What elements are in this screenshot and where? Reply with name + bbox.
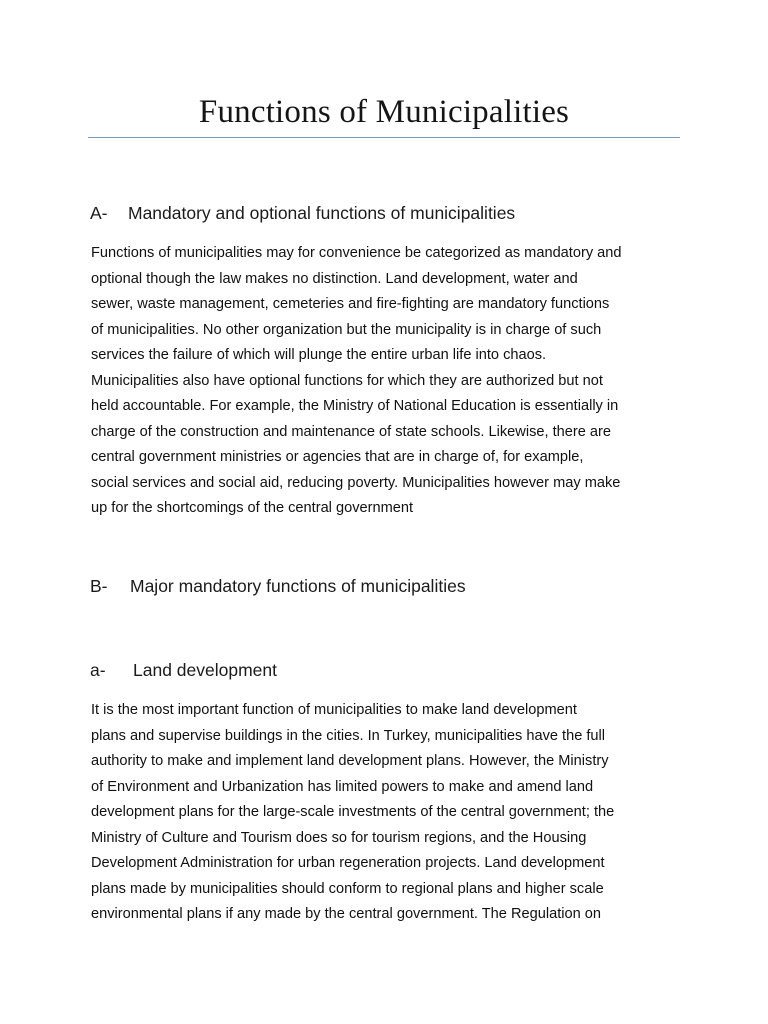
paragraph-line: central government ministries or agencies that are in charge of, for example, <box>91 449 584 465</box>
paragraph-line: of Environment and Urbanization has limited powers to make and amend land <box>91 778 594 795</box>
section-b-heading-text: Major mandatory functions of municipalities <box>130 576 466 596</box>
title-underline-divider <box>88 137 680 138</box>
paragraph-line: Ministry of Culture and Tourism does so for tourism regions, and the Housing <box>91 829 587 846</box>
paragraph-line: services the failure of which will plunge the entire urban life into chaos. <box>91 347 547 363</box>
paragraph-line: of municipalities. No other organization but the municipality is in charge of such <box>91 321 602 338</box>
paragraph-line: sewer, waste management, cemeteries and fire-fighting are mandatory functions <box>91 296 610 312</box>
paragraph-line: development plans for the large-scale investments of the central government; the <box>91 804 615 820</box>
paragraph-line: Functions of municipalities may for convenience be categorized as mandatory and <box>91 245 622 261</box>
paragraph-line: environmental plans if any made by the central government. The Regulation on <box>91 906 602 922</box>
paragraph-line: Development Administration for urban regeneration projects. Land development <box>91 855 605 871</box>
paragraph-line: authority to make and implement land development plans. However, the Ministry <box>91 753 609 769</box>
paragraph-line: plans made by municipalities should conform to regional plans and higher scale <box>91 880 604 897</box>
paragraph-line: social services and social aid, reducing poverty. Municipalities however may make <box>91 474 621 491</box>
section-b-heading <box>90 574 466 598</box>
section-a-marker: A- <box>90 203 108 223</box>
section-a-heading <box>90 201 515 225</box>
subsection-a-marker: a- <box>90 660 106 680</box>
paragraph-line: up for the shortcomings of the central government <box>91 500 414 516</box>
paragraph-line: optional though the law makes no distinction. Land development, water and <box>91 270 578 287</box>
paragraph-line: charge of the construction and maintenance of state schools. Likewise, there are <box>91 423 612 440</box>
subsection-a-heading <box>90 658 277 682</box>
document-title: Functions of Municipalities <box>198 94 570 130</box>
subsection-a-heading-text: Land development <box>133 660 277 680</box>
section-a-paragraph <box>91 241 691 522</box>
section-a-heading-text: Mandatory and optional functions of municipalities <box>128 203 516 223</box>
paragraph-line: It is the most important function of municipalities to make land development <box>91 702 577 718</box>
paragraph-line: plans and supervise buildings in the cities. In Turkey, municipalities have the full <box>91 727 606 744</box>
subsection-a-paragraph <box>91 698 691 928</box>
section-b-marker: B- <box>90 576 108 596</box>
paragraph-line: Municipalities also have optional functions for which they are authorized but not <box>91 372 603 389</box>
paragraph-line: held accountable. For example, the Ministry of National Education is essentially in <box>91 398 619 414</box>
